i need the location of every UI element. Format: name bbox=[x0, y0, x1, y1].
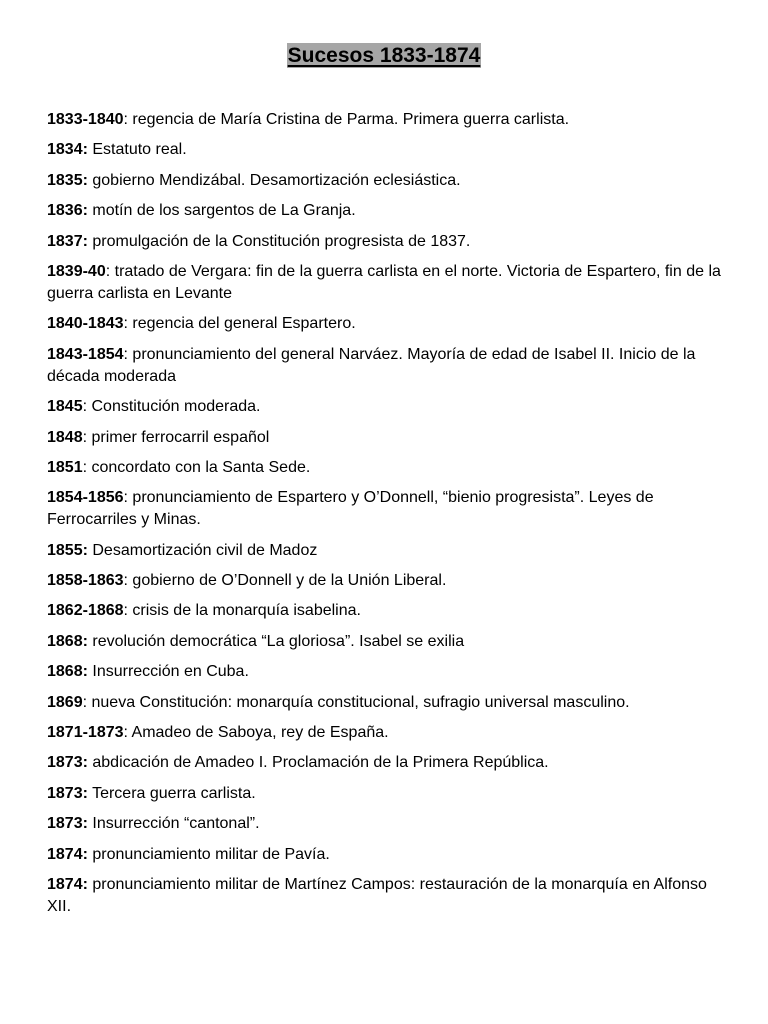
event-item bbox=[47, 200, 727, 222]
event-item bbox=[47, 261, 727, 305]
event-year: 1855: bbox=[47, 541, 88, 559]
event-text: gobierno de O’Donnell y de la Unión Liberal. bbox=[127, 572, 447, 590]
event-separator: : bbox=[123, 111, 128, 128]
event-separator: : bbox=[123, 724, 128, 742]
event-text: nueva Constitución: monarquía constitucional, sufragio universal masculino. bbox=[87, 693, 630, 711]
event-separator: : bbox=[82, 693, 88, 711]
event-separator: : bbox=[82, 458, 88, 476]
event-year: 1843-1854 bbox=[47, 345, 124, 363]
event-year: 1873: bbox=[47, 784, 88, 802]
event-year: 1873: bbox=[47, 815, 88, 833]
event-separator: : bbox=[123, 572, 128, 590]
event-item bbox=[47, 427, 727, 449]
event-item bbox=[47, 109, 727, 131]
event-year: 1874: bbox=[47, 845, 88, 863]
event-separator: : bbox=[123, 602, 128, 620]
event-text: regencia del general Espartero. bbox=[127, 315, 356, 333]
event-item bbox=[47, 661, 727, 683]
event-year: 1868: bbox=[47, 632, 88, 650]
event-year: 1835: bbox=[47, 171, 88, 189]
event-separator: : bbox=[123, 345, 128, 363]
event-item bbox=[47, 396, 727, 418]
event-text: pronunciamiento militar de Martínez Campos: restauración de la monarquía en Alfonso XII. bbox=[47, 875, 707, 915]
event-text: pronunciamiento del general Narváez. Mayoría de edad de Isabel II. Inicio de la década moderada bbox=[47, 345, 696, 385]
event-year: 1871-1873 bbox=[47, 724, 124, 742]
event-item bbox=[47, 600, 727, 622]
event-text: gobierno Mendizábal. Desamortización eclesiástica. bbox=[87, 171, 461, 189]
event-year: 1851 bbox=[47, 458, 83, 476]
event-text: Insurrección en Cuba. bbox=[87, 663, 249, 681]
event-text: motín de los sargentos de La Granja. bbox=[87, 202, 356, 220]
event-year: 1840-1843 bbox=[47, 315, 124, 333]
event-item bbox=[47, 457, 727, 479]
event-text: tratado de Vergara: fin de la guerra carlista en el norte. Victoria de Espartero, fin de la guerra carlista en Levante bbox=[47, 262, 721, 302]
event-text: Insurrección “cantonal”. bbox=[87, 815, 260, 833]
event-text: pronunciamiento militar de Pavía. bbox=[87, 845, 330, 863]
event-text: promulgación de la Constitución progresista de 1837. bbox=[87, 232, 471, 250]
event-year: 1833-1840 bbox=[47, 111, 124, 128]
event-year: 1836: bbox=[47, 202, 88, 220]
event-text: Amadeo de Saboya, rey de España. bbox=[127, 724, 389, 742]
event-item bbox=[47, 231, 727, 253]
event-year: 1869 bbox=[47, 693, 83, 711]
event-item bbox=[47, 783, 727, 805]
event-text: pronunciamiento de Espartero y O’Donnell, “bienio progresista”. Leyes de Ferrocarriles y Minas. bbox=[47, 489, 654, 529]
title-container bbox=[0, 43, 768, 68]
event-text: abdicación de Amadeo I. Proclamación de la Primera República. bbox=[87, 754, 549, 772]
event-list bbox=[47, 109, 727, 926]
event-text: Estatuto real. bbox=[87, 141, 187, 159]
event-item bbox=[47, 487, 727, 531]
event-separator: : bbox=[123, 315, 128, 333]
event-item bbox=[47, 540, 727, 562]
event-year: 1854-1856 bbox=[47, 489, 124, 507]
event-item bbox=[47, 844, 727, 866]
event-item bbox=[47, 570, 727, 592]
event-item bbox=[47, 722, 727, 744]
event-text: revolución democrática “La gloriosa”. Isabel se exilia bbox=[87, 632, 465, 650]
event-text: concordato con la Santa Sede. bbox=[87, 458, 311, 476]
event-year: 1834: bbox=[47, 141, 88, 159]
event-separator: : bbox=[82, 428, 88, 446]
page-title: Sucesos 1833-1874 bbox=[287, 44, 481, 67]
event-year: 1862-1868 bbox=[47, 602, 124, 620]
event-separator: : bbox=[105, 262, 111, 280]
event-item bbox=[47, 139, 727, 161]
event-text: Desamortización civil de Madoz bbox=[87, 541, 318, 559]
event-year: 1848 bbox=[47, 428, 83, 446]
event-item bbox=[47, 170, 727, 192]
event-item bbox=[47, 874, 727, 918]
event-separator: : bbox=[123, 489, 128, 507]
event-year: 1858-1863 bbox=[47, 572, 124, 590]
event-year: 1874: bbox=[47, 875, 88, 893]
event-text: crisis de la monarquía isabelina. bbox=[127, 602, 361, 620]
event-year: 1868: bbox=[47, 663, 88, 681]
event-text: regencia de María Cristina de Parma. Primera guerra carlista. bbox=[127, 111, 570, 128]
event-year: 1839-40 bbox=[47, 262, 106, 280]
event-item bbox=[47, 344, 727, 388]
event-item bbox=[47, 813, 727, 835]
event-text: Tercera guerra carlista. bbox=[87, 784, 256, 802]
event-separator: : bbox=[82, 398, 88, 416]
event-year: 1837: bbox=[47, 232, 88, 250]
event-item bbox=[47, 631, 727, 653]
event-year: 1845 bbox=[47, 398, 83, 416]
event-item bbox=[47, 692, 727, 714]
event-item bbox=[47, 752, 727, 774]
event-year: 1873: bbox=[47, 754, 88, 772]
event-text: primer ferrocarril español bbox=[87, 428, 270, 446]
event-item bbox=[47, 313, 727, 335]
event-text: Constitución moderada. bbox=[87, 398, 261, 416]
